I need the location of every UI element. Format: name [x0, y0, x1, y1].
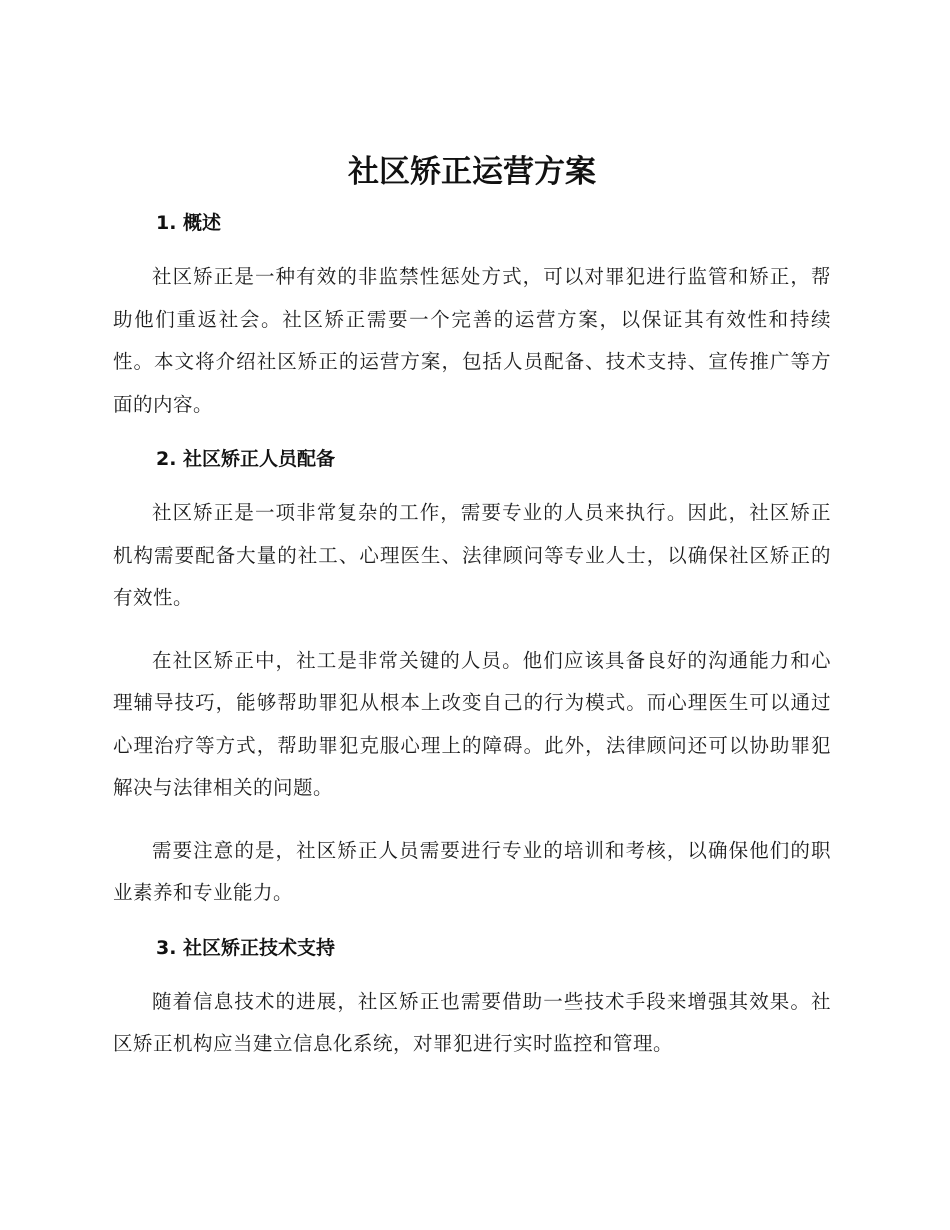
paragraph: 社区矫正是一项非常复杂的工作，需要专业的人员来执行。因此，社区矫正机构需要配备大量的社工、心理医生、法律顾问等专业人士，以确保社区矫正的有效性。	[113, 501, 831, 609]
section-heading: 1. 概述	[156, 212, 222, 234]
section-overview	[113, 210, 831, 426]
paragraph: 在社区矫正中，社工是非常关键的人员。他们应该具备良好的沟通能力和心理辅导技巧，能够帮助罪犯从根本上改变自己的行为模式。而心理医生可以通过心理治疗等方式，帮助罪犯克服心理上的障碍。此外，法律顾问还可以协助罪犯解决与法律相关的问题。	[113, 648, 831, 799]
paragraph: 需要注意的是，社区矫正人员需要进行专业的培训和考核，以确保他们的职业素养和专业能力。	[113, 838, 831, 904]
section-staffing	[113, 446, 831, 915]
section-heading: 2. 社区矫正人员配备	[156, 448, 336, 470]
paragraph: 社区矫正是一种有效的非监禁性惩处方式，可以对罪犯进行监管和矫正，帮助他们重返社会。社区矫正需要一个完善的运营方案，以保证其有效性和持续性。本文将介绍社区矫正的运营方案，包括人员配备、技术支持、宣传推广等方面的内容。	[113, 265, 831, 416]
section-heading: 3. 社区矫正技术支持	[156, 936, 336, 959]
document-page	[113, 148, 831, 1086]
paragraph: 随着信息技术的进展，社区矫正也需要借助一些技术手段来增强其效果。社区矫正机构应当建立信息化系统，对罪犯进行实时监控和管理。	[113, 989, 831, 1055]
document-title: 社区矫正运营方案	[348, 154, 596, 190]
section-technical-support	[113, 935, 831, 1066]
